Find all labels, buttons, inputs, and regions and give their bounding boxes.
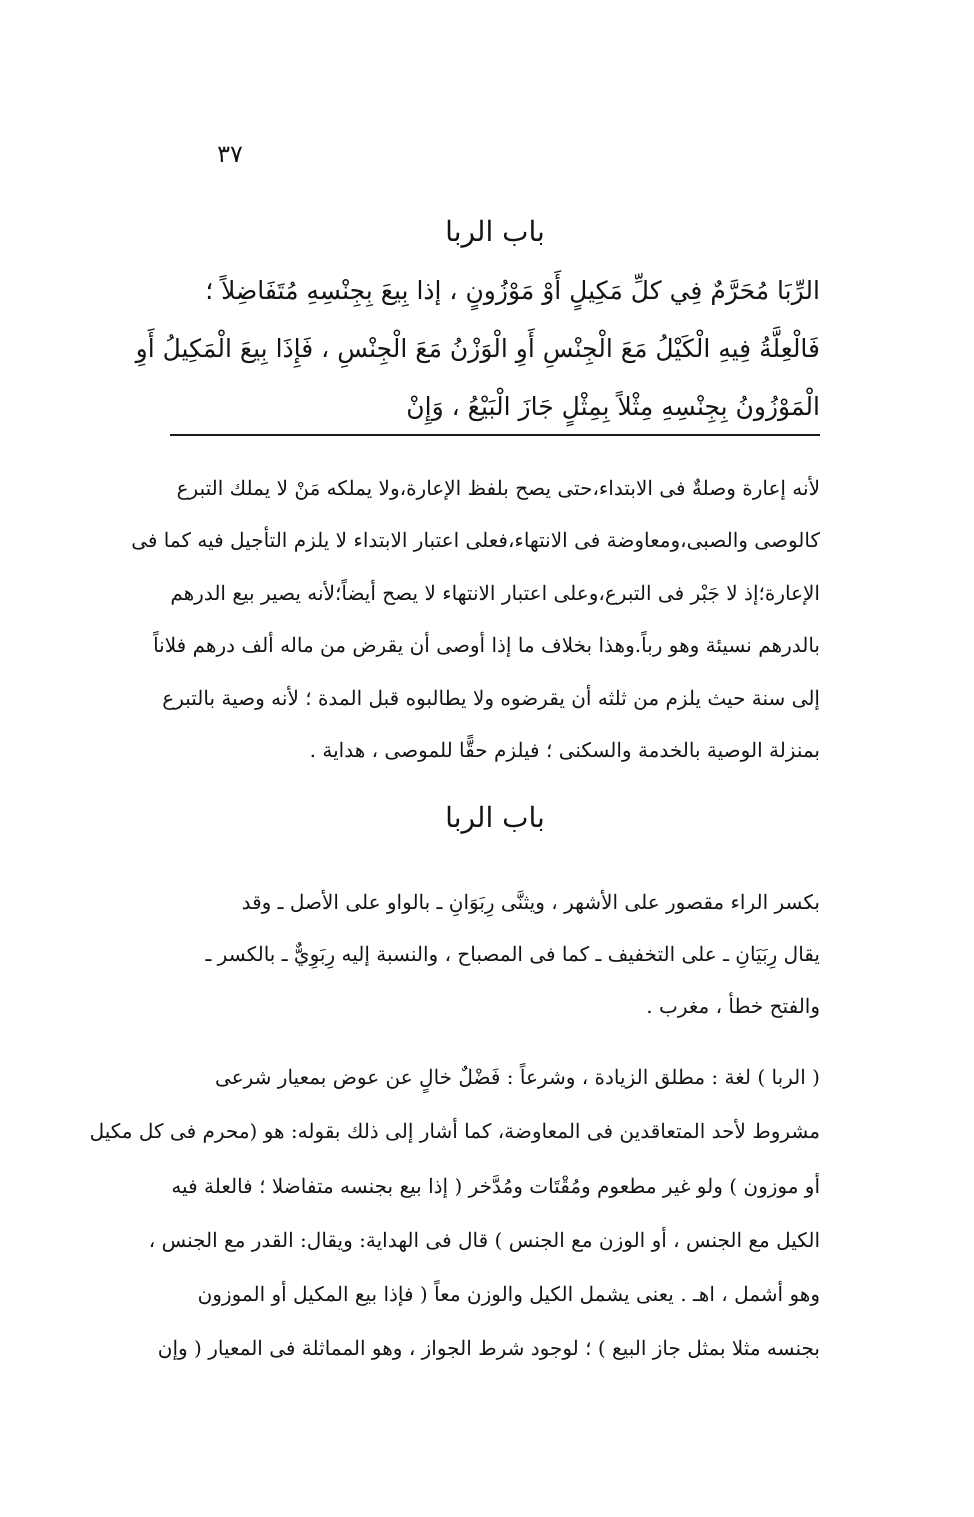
- matn-text: [135, 262, 820, 436]
- commentary-line: مشروط لأحد المتعاقدين فى المعاوضة، كما أشار إلى ذلك بقوله: هو (محرم فى كل مكيل: [89, 1119, 820, 1144]
- separator-rule: [170, 434, 820, 436]
- matn-line: الرِّبَا مُحَرَّمٌ فِي كلِّ مَكِيلٍ أَوْ مَوْزُونٍ ، إذا بِيعَ بِجِنْسِهِ مُتَفَاضِلاً ؛: [205, 276, 820, 305]
- commentary-line: يقال رِبَيَانِ ـ على التخفيف ـ كما فى المصباح ، والنسبة إليه رِبَوِيٌّ ـ بالكسر ـ: [205, 942, 820, 966]
- commentary-line: وهو أشمل ، اهـ . يعنى يشمل الكيل والوزن معاً ( فإذا بيع المكيل أو الموزون: [197, 1282, 820, 1307]
- commentary-line: إلى سنة حيث يلزم من ثلثه أن يقرضوه ولا يطالبوه قبل المدة ؛ لأنه وصية بالتبرع: [162, 685, 820, 710]
- chapter-heading-mid: باب الربا: [445, 801, 545, 834]
- commentary-line: لأنه إعارة وصلةٌ فى الابتداء،حتى يصح بلفظ الإعارة،ولا يملكه مَنْ لا يملك التبرع: [176, 476, 820, 500]
- matn-line: فَالْعِلَّةُ فِيهِ الْكَيْلُ مَعَ الْجِنْسِ أَوِ الْوَزْنُ مَعَ الْجِنْسِ ، فَإِذَا بِيعَ الْمَكِيلُ أَوِ: [135, 334, 820, 363]
- commentary-line: الإعارة؛إذ لا جَبْر فى التبرع،وعلى اعتبار الانتهاء لا يصح أيضاً؛لأنه يصير بيع الدرهم: [170, 580, 820, 605]
- commentary-paragraph-3: [89, 1050, 820, 1376]
- page-number: ٣٧: [217, 140, 243, 168]
- commentary-line: كالوصى والصبى،ومعاوضة فى الانتهاء،فعلى اعتبار الابتداء لا يلزم التأجيل فيه كما فى: [131, 528, 820, 553]
- commentary-paragraph-2: [170, 876, 820, 1032]
- commentary-line: ( الربا ) لغة : مطلق الزيادة ، وشرعاً : فَضْلٌ خالٍ عن عوض بمعيار شرعى: [215, 1065, 820, 1089]
- commentary-line: الكيل مع الجنس ، أو الوزن مع الجنس ) قال فى الهداية: ويقال: القدر مع الجنس ،: [148, 1227, 820, 1252]
- chapter-heading-top: باب الربا: [445, 215, 545, 248]
- commentary-line: بمنزلة الوصية بالخدمة والسكنى ؛ فيلزم حقًّا للموصى ، هداية .: [309, 738, 820, 763]
- commentary-line: بجنسه مثلا بمثل جاز البيع ) ؛ لوجود شرط الجواز ، وهو المماثلة فى المعيار ( وإن: [157, 1336, 820, 1361]
- commentary-line: والفتح خطأ ، مغرب .: [646, 994, 820, 1018]
- commentary-paragraph-1: [131, 462, 820, 776]
- commentary-line: بكسر الراء مقصور على الأشهر ، ويثنَّى رِبَوَانِ ـ بالواو على الأصل ـ وقد: [241, 890, 820, 914]
- commentary-line: أو موزون ) ولو غير مطعوم ومُقْتَات ومُدَّخر ( إذا بيع بجنسه متفاضلا ؛ فالعلة فيه: [171, 1173, 820, 1198]
- commentary-line: بالدرهم نسيئة وهو رباً.وهذا بخلاف ما إذا أوصى أن يقرض من ماله ألف درهم فلاناً: [153, 633, 820, 658]
- matn-line: الْمَوْزُونُ بِجِنْسِهِ مِثْلاً بِمِثْلٍ جَازَ الْبَيْعُ ، وَإِنْ: [406, 392, 820, 421]
